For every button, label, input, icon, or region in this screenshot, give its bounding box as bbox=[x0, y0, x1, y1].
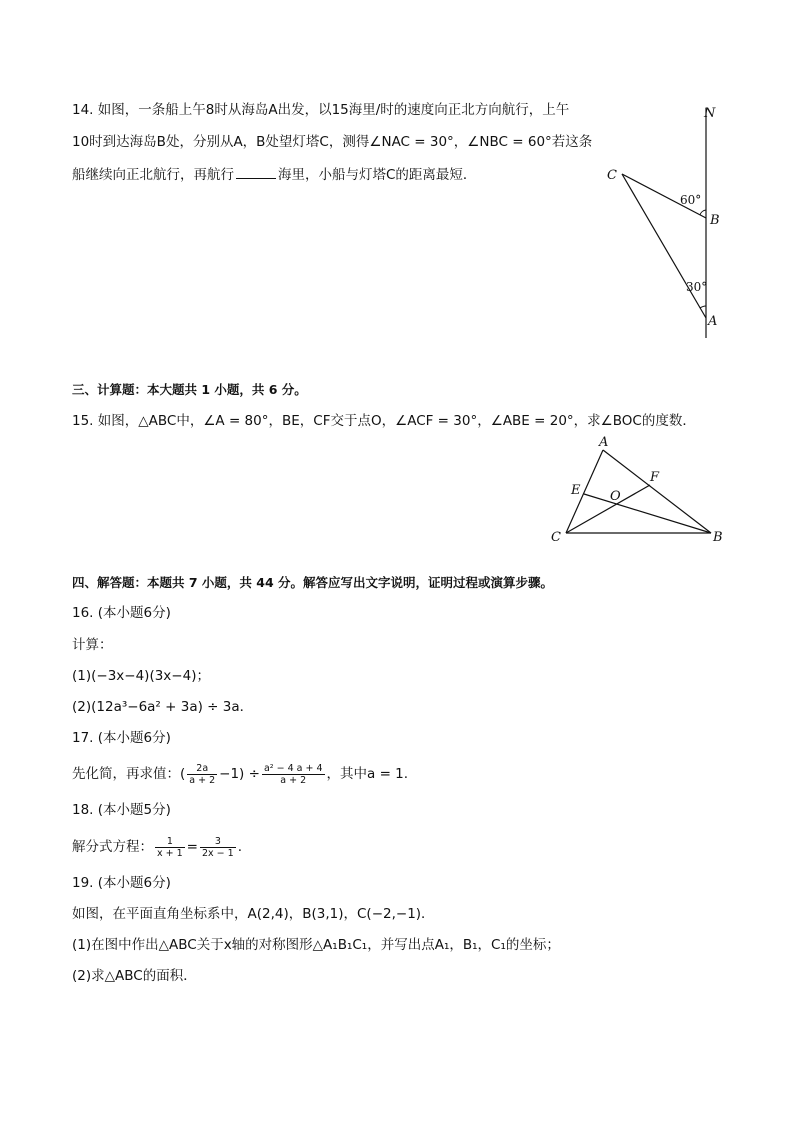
q17-expression bbox=[72, 761, 408, 787]
q14-line-1: 14. 如图，一条船上午8时从海岛A出发，以15海里/时的速度向正北方向航行，上午 bbox=[72, 102, 570, 118]
fraction-numerator: 3 bbox=[200, 836, 236, 848]
q14-line-3 bbox=[72, 164, 476, 185]
fraction-denominator: x + 1 bbox=[157, 847, 183, 859]
fraction-3-over-2x-minus-1 bbox=[200, 836, 236, 859]
equals-sign: = bbox=[186, 839, 198, 855]
q19-intro: 如图，在平面直角坐标系中，A(2,4)，B(3,1)，C(−2,−1)． bbox=[72, 906, 435, 922]
fraction-denominator: a + 2 bbox=[189, 774, 216, 786]
fraction-quadratic-over-a-plus-2 bbox=[262, 763, 325, 786]
segment-b-e bbox=[584, 494, 711, 533]
label-e: E bbox=[571, 483, 581, 498]
label-c: C bbox=[607, 168, 617, 183]
label-f: F bbox=[650, 470, 660, 485]
q19-heading: 19. (本小题6分) bbox=[72, 875, 171, 891]
label-30-deg: 30° bbox=[686, 280, 708, 294]
q17-middle: −1) ÷ bbox=[219, 766, 260, 782]
q18-prefix: 解分式方程： bbox=[72, 839, 153, 855]
answer-blank bbox=[236, 164, 276, 179]
q17-heading: 17. (本小题6分) bbox=[72, 730, 171, 746]
q18-suffix: . bbox=[237, 839, 242, 855]
q15-figure bbox=[545, 430, 735, 550]
q19-part-2: (2)求△ABC的面积． bbox=[72, 968, 197, 984]
label-b: B bbox=[713, 530, 723, 545]
q14-line-3-start: 船继续向正北航行，再航行 bbox=[72, 167, 234, 183]
q18-equation bbox=[72, 834, 242, 860]
label-a: A bbox=[708, 314, 718, 329]
q16-part-2: (2)(12a³−6a² + 3a) ÷ 3a． bbox=[72, 699, 254, 715]
fraction-1-over-x-plus-1 bbox=[155, 836, 185, 859]
q16-heading: 16. (本小题6分) bbox=[72, 605, 171, 621]
label-b: B bbox=[710, 213, 720, 228]
fraction-numerator: 2a bbox=[187, 763, 217, 775]
angle-arc-a bbox=[700, 306, 706, 308]
q17-prefix: 先化简，再求值：( bbox=[72, 766, 186, 782]
section-4-heading: 四、解答题：本题共 7 小题，共 44 分。解答应写出文字说明，证明过程或演算步骤。 bbox=[72, 575, 554, 590]
fraction-numerator: 1 bbox=[155, 836, 185, 848]
q17-suffix: ，其中a = 1. bbox=[326, 766, 409, 782]
fraction-denominator: 2x − 1 bbox=[201, 847, 234, 859]
q14-line-3-end: 海里，小船与灯塔C的距离最短． bbox=[278, 167, 477, 183]
fraction-denominator: a + 2 bbox=[280, 774, 307, 786]
q19-part-1: (1)在图中作出△ABC关于x轴的对称图形△A₁B₁C₁，并写出点A₁，B₁，C₁的坐标； bbox=[72, 937, 560, 953]
fraction-numerator: a² − 4 a + 4 bbox=[263, 762, 323, 774]
angle-arc-b bbox=[700, 210, 706, 215]
q14-line-2: 10时到达海岛B处，分别从A，B处望灯塔C，测得∠NAC = 30°，∠NBC = 60°若这条 bbox=[72, 134, 593, 150]
q16-intro: 计算： bbox=[72, 637, 113, 653]
section-3-heading: 三、计算题：本大题共 1 小题，共 6 分。 bbox=[72, 382, 307, 397]
label-60-deg: 60° bbox=[680, 193, 702, 207]
label-o: O bbox=[610, 489, 621, 504]
q16-part-1: (1)(−3x−4)(3x−4)； bbox=[72, 668, 210, 684]
q15-text: 15. 如图，△ABC中，∠A = 80°，BE，CF交于点O，∠ACF = 30°，∠ABE = 20°，求∠BOC的度数． bbox=[72, 413, 696, 429]
label-a: A bbox=[599, 435, 609, 450]
q14-figure bbox=[600, 100, 730, 345]
q18-heading: 18. (本小题5分) bbox=[72, 802, 171, 818]
label-c: C bbox=[551, 530, 561, 545]
fraction-2a-over-a-plus-2 bbox=[187, 763, 217, 786]
label-n: N bbox=[704, 106, 716, 121]
